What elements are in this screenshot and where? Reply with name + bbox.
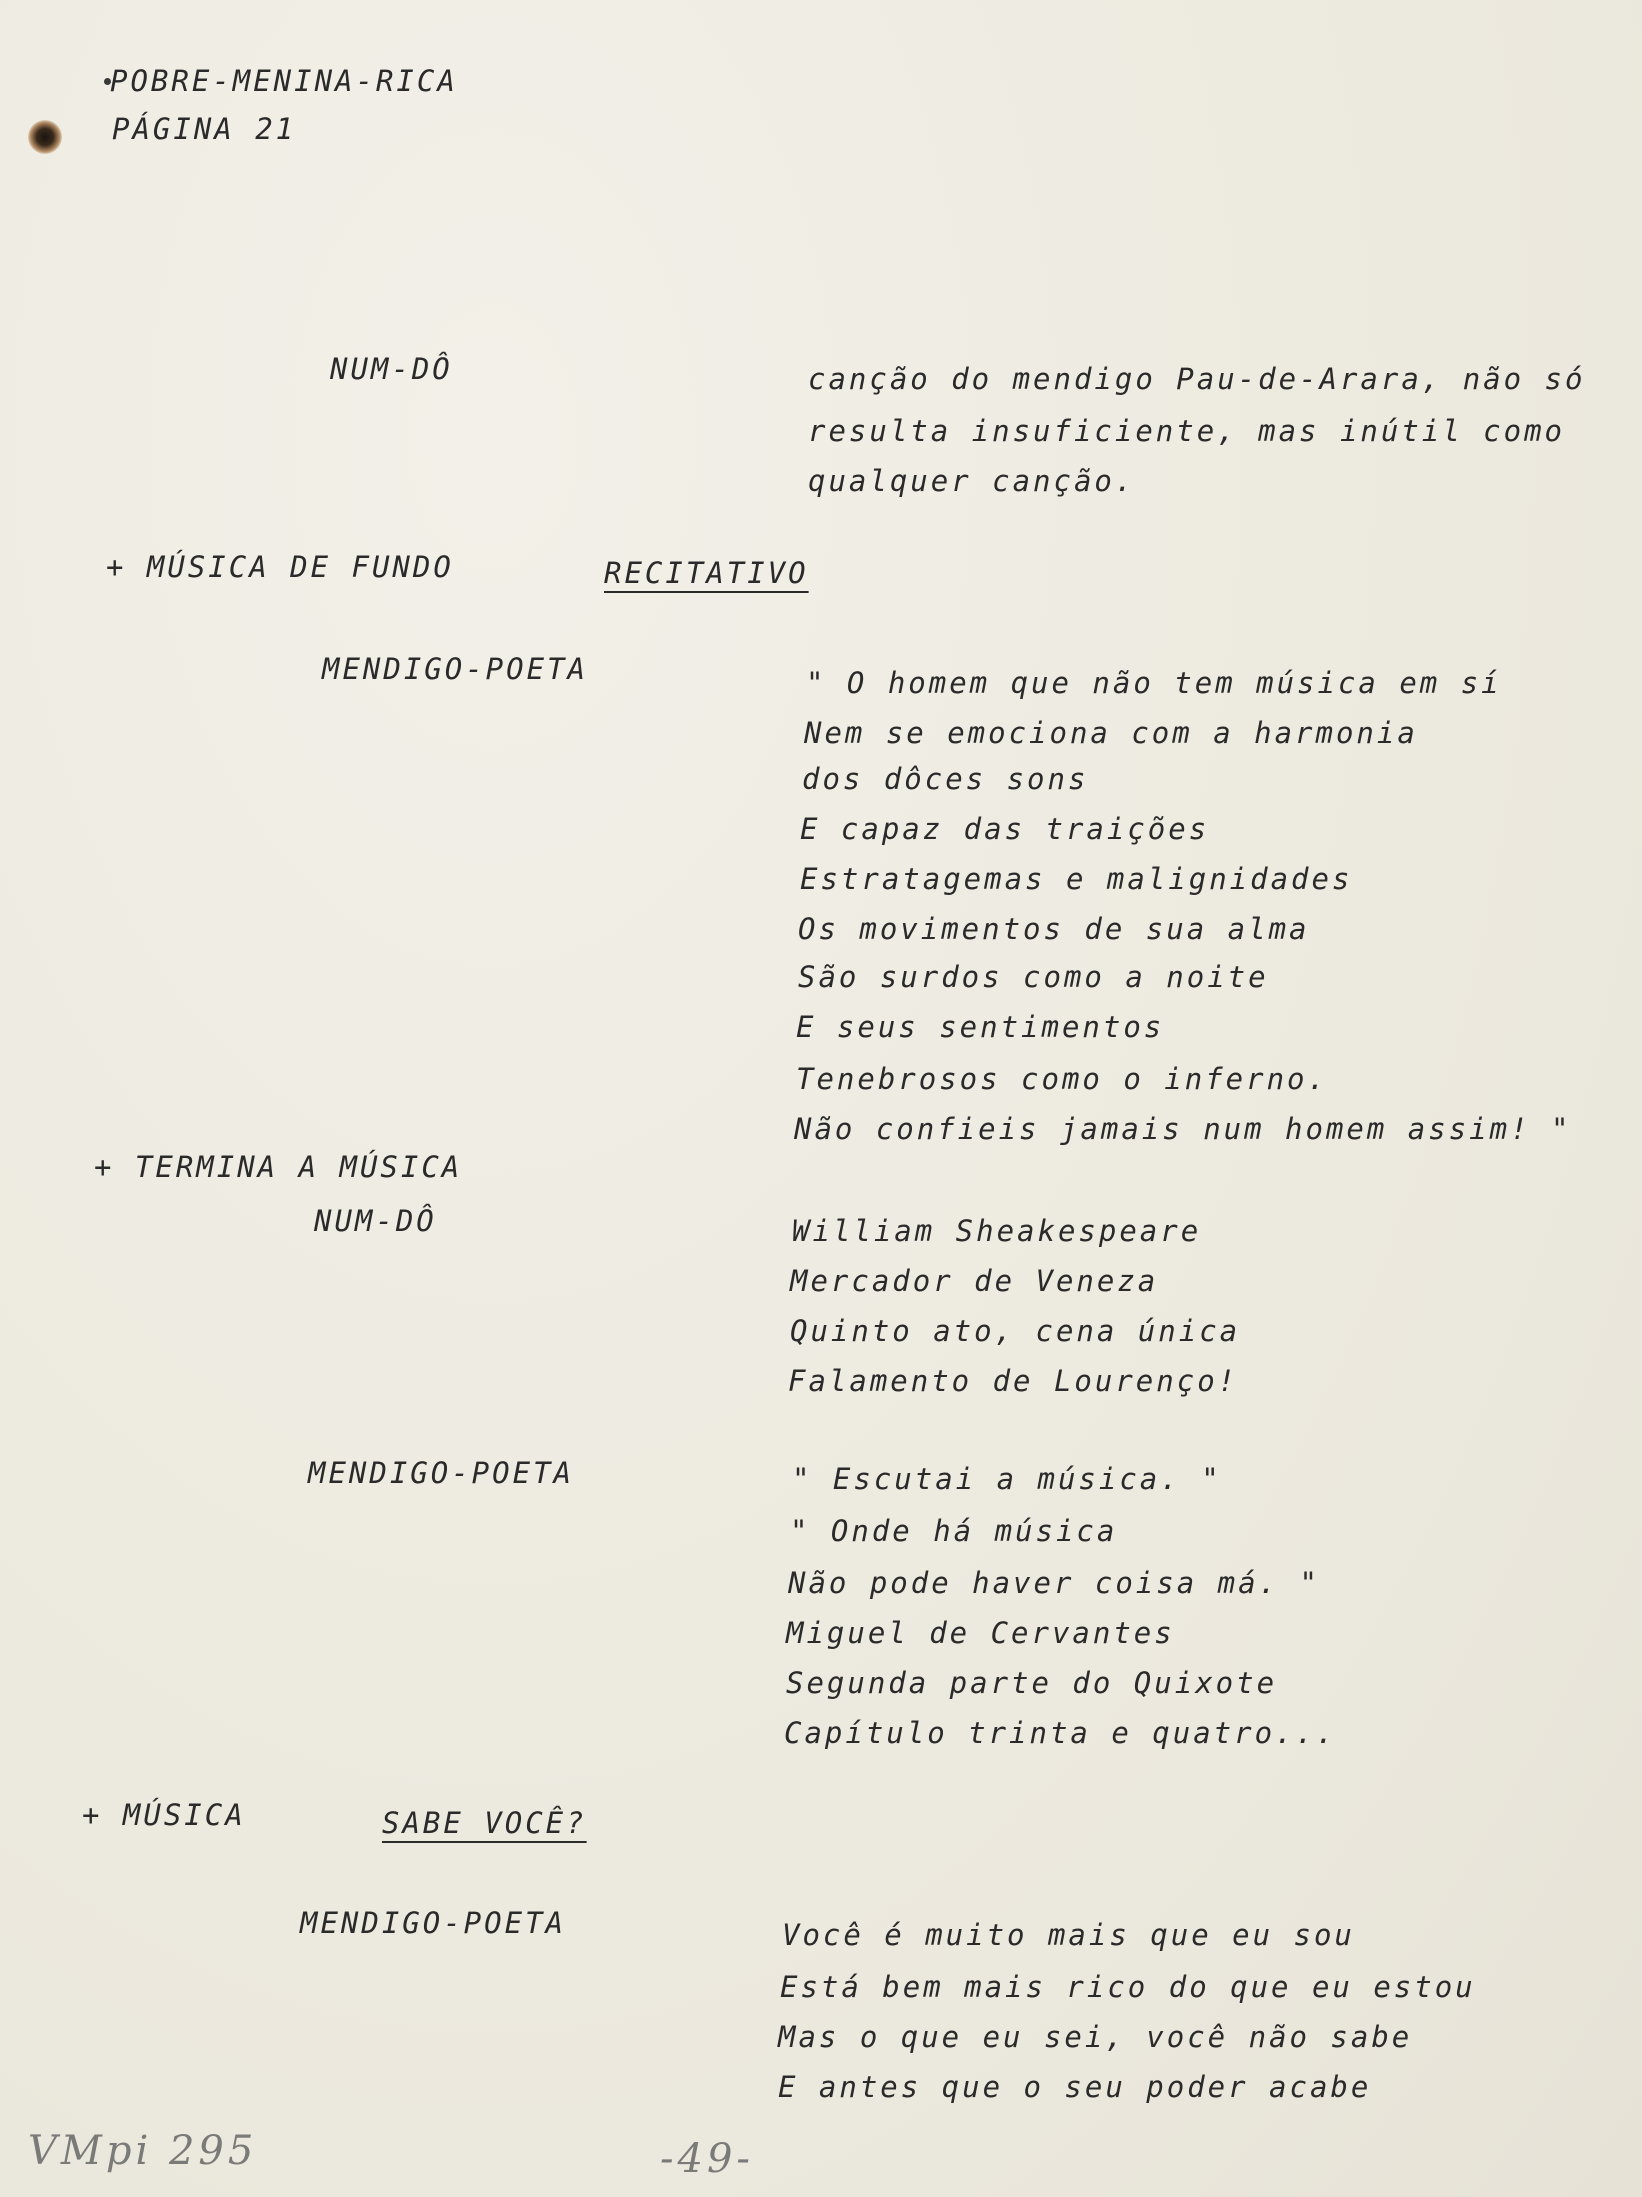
page-number: -49- [660,2136,754,2182]
dialogue-line: E antes que o seu poder acabe [778,2070,1372,2104]
dialogue-line: Os movimentos de sua alma [798,912,1310,946]
dialogue-line: Você é muito mais que eu sou [782,1918,1355,1952]
dialogue-line: Não pode haver coisa má. " [788,1566,1320,1600]
dialogue-line: Segunda parte do Quixote [786,1666,1278,1700]
dialogue-line: Estratagemas e malignidades [800,862,1353,896]
stage-cue: + MÚSICA [82,1798,246,1832]
dialogue-line: " Onde há música [790,1514,1118,1548]
song-title: SABE VOCÊ? [382,1806,587,1840]
dialogue-line: " O homem que não tem música em sí [806,666,1502,700]
page-label: PÁGINA 21 [112,112,297,146]
dialogue-line: Mercador de Veneza [790,1264,1159,1298]
dialogue-line: " Escutai a música. " [792,1462,1222,1496]
dialogue-line: Quinto ato, cena única [790,1314,1241,1348]
handwritten-reference: VMpi 295 [28,2128,258,2174]
speaker-mendigo-poeta: MENDIGO-POETA [300,1906,566,1940]
punch-hole [28,120,62,154]
stage-cue: + TERMINA A MÚSICA [94,1150,463,1184]
speaker-num-do: NUM-DÔ [314,1204,437,1238]
dialogue-line: São surdos como a noite [798,960,1269,994]
stage-cue: + MÚSICA DE FUNDO [106,550,454,584]
dialogue-line: canção do mendigo Pau-de-Arara, não só [808,362,1586,396]
dialogue-line: Tenebrosos como o inferno. [796,1062,1328,1096]
dialogue-line: William Sheakespeare [792,1214,1202,1248]
speaker-num-do: NUM-DÔ [330,352,453,386]
dialogue-line: E capaz das traições [800,812,1210,846]
script-title: POBRE-MENINA-RICA [110,64,458,98]
speaker-mendigo-poeta: MENDIGO-POETA [308,1456,574,1490]
dialogue-line: Não confieis jamais num homem assim! " [794,1112,1572,1146]
dialogue-line: Nem se emociona com a harmonia [804,716,1418,750]
dialogue-line: Capítulo trinta e quatro... [784,1716,1337,1750]
dialogue-line: Falamento de Lourenço! [788,1364,1239,1398]
dialogue-line: Mas o que eu sei, você não sabe [778,2020,1413,2054]
speaker-mendigo-poeta: MENDIGO-POETA [322,652,588,686]
dialogue-line: resulta insuficiente, mas inútil como [808,414,1566,448]
dialogue-line: Está bem mais rico do que eu estou [780,1970,1476,2004]
dialogue-line: E seus sentimentos [796,1010,1165,1044]
dialogue-line: Miguel de Cervantes [786,1616,1175,1650]
dialogue-line: dos dôces sons [802,762,1089,796]
dialogue-line: qualquer canção. [808,464,1136,498]
song-title: RECITATIVO [604,556,809,590]
